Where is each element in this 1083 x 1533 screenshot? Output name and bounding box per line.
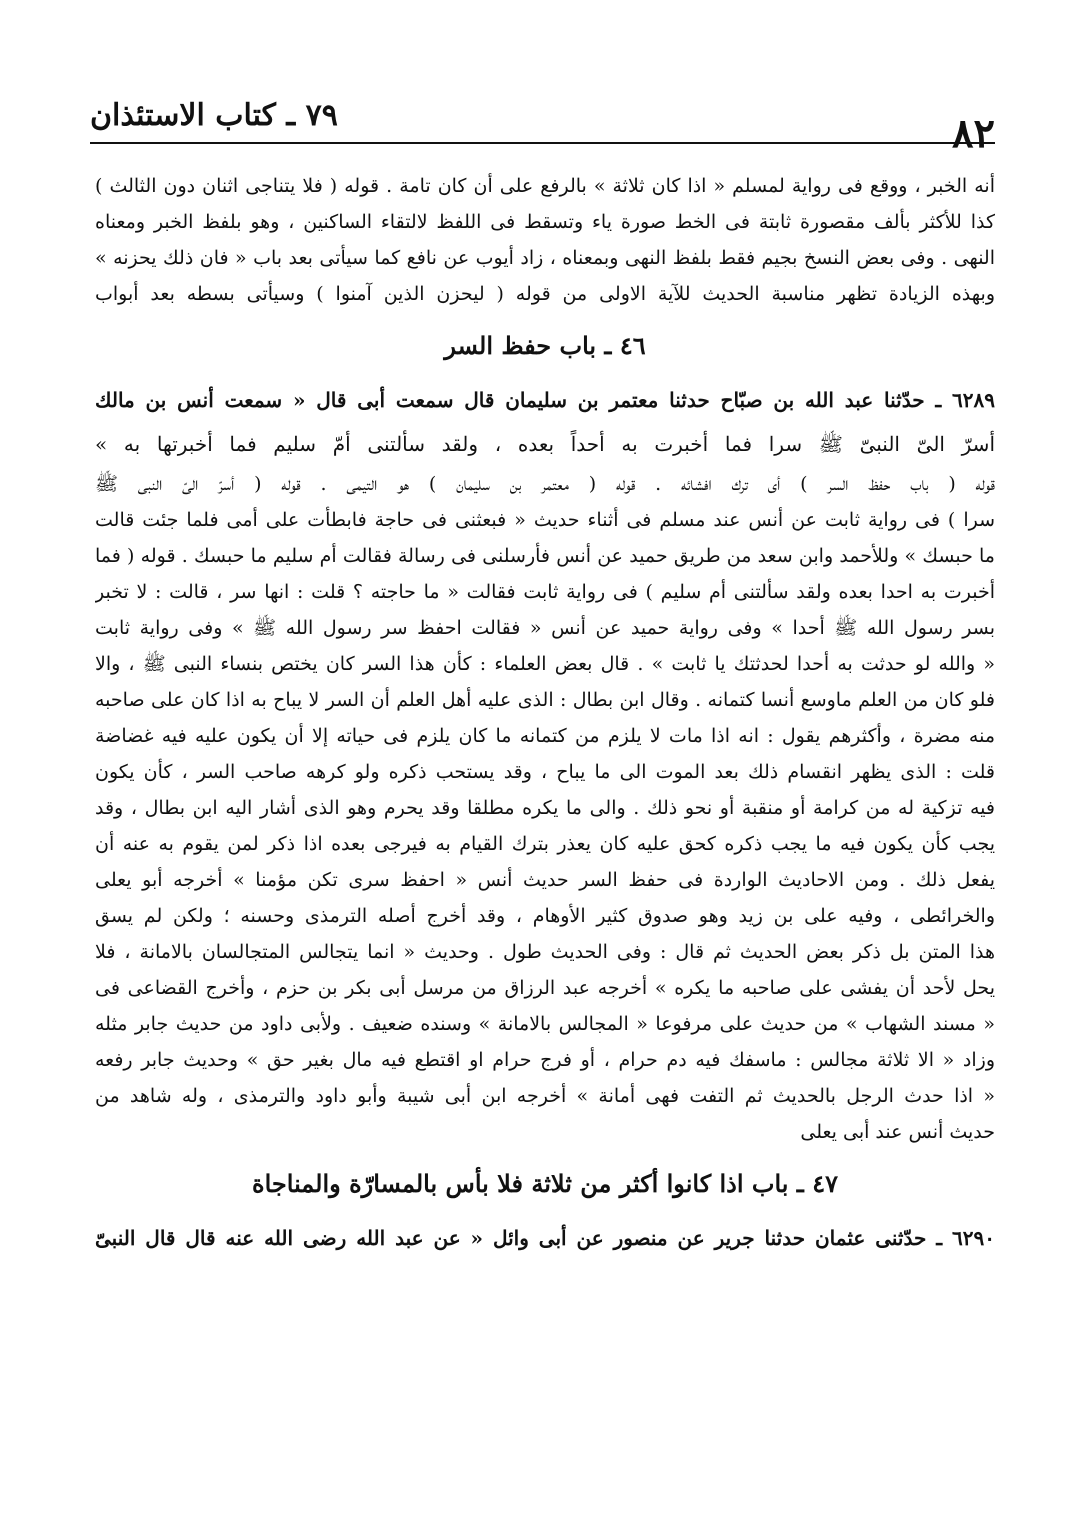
- running-title: ٧٩ ـ كتاب الاستئذان: [90, 98, 338, 133]
- commentary-line: سرا ) فى رواية ثابت عن أنس عند مسلم فى أثناء حديث « فبعثنى فى حاجة فابطأت على أمى فلما جئت قالت: [95, 509, 995, 531]
- page-number: ٨٢: [952, 110, 995, 157]
- commentary-line: « اذا حدث الرجل بالحديث ثم التفت فهى أمانة » أخرجه ابن أبى شيبة وأبو داود والترمذى ، وله شاهد من: [95, 1085, 995, 1107]
- commentary-line: قلت : الذى يظهر انقسام ذلك بعد الموت الى ما يباح ، وقد يستحب ذكره ولو كرهه صاحب السر ، كأن يكون: [95, 761, 995, 783]
- commentary-line: أخبرت به احدا بعده ولقد سألتنى أم سليم ) فى رواية ثابت فقالت « ما حاجته ؟ قلت : انها سر ، قالت : لا تخبر: [95, 581, 995, 603]
- commentary-line: فيه تزكية له من كرامة أو منقبة أو نحو ذلك . والى ما يكره مطلقا وقد يحرم وهو الذى أشار اليه ابن بطال ، وقد: [95, 797, 995, 819]
- commentary-line: والخرائطى ، وفيه على بن زيد وهو صدوق كثير الأوهام ، وقد أخرج أصله الترمذى وحسنه ؛ ولكن لم يسق: [95, 905, 995, 927]
- commentary-line: ما حبسك » وللأحمد وابن سعد من طريق حميد عن أنس فأرسلنى فى رسالة فقالت أم سليم ما حبسك . قوله ( فما: [95, 545, 995, 567]
- commentary-line: فلو كان من العلم ماوسع أنسا كتمانه . وقال ابن بطال : الذى عليه أهل العلم أن السر لا يباح به اذا كان على صاحبه: [95, 689, 995, 711]
- commentary-line: يفعل ذلك . ومن الاحاديث الواردة فى حفظ السر حديث أنس « احفظ سرى تكن مؤمنا » أخرجه أبو يعلى: [95, 869, 995, 891]
- text-line: وبهذه الزيادة تظهر مناسبة الحديث للآية الاولى من قوله ( ليحزن الذين آمنوا ) وسيأتى بسطه بعد أبواب: [95, 283, 995, 305]
- commentary-line: وزاد « الا ثلاثة مجالس : ماسفك فيه دم حرام ، أو فرج حرام او اقتطع فيه مال بغير حق » وحديث جابر رفعه: [95, 1049, 995, 1071]
- commentary-line: هذا المتن بل ذكر بعض الحديث ثم قال : وفى الحديث طول . وحديث « انما يتجالس المتجالسان بالامانة ، فلا: [95, 941, 995, 963]
- page-body: [95, 168, 995, 1260]
- commentary-line: حديث أنس عند أبى يعلى: [800, 1121, 995, 1143]
- commentary-line: « والله لو حدثت به أحدا لحدثتك يا ثابت » . قال بعض العلماء : كأن هذا السر كان يختص بنساء النبى ﷺ ، والا: [95, 653, 995, 675]
- hadith-line: ٦٢٩٠ ـ حدّثنى عثمان حدثنا جرير عن منصور عن أبى وائل « عن عبد الله رضى الله عنه قال قال النبىّ: [95, 1226, 995, 1250]
- commentary-line: بسر رسول الله ﷺ أحدا » وفى رواية حميد عن أنس « فقالت احفظ سر رسول الله ﷺ » وفى رواية ثابت: [95, 617, 995, 639]
- hadith-line: أسرّ الىّ النبىّ ﷺ سرا فما أخبرت به أحداً بعده ، ولقد سألتنى أمّ سليم فما أخبرتها به »: [95, 432, 995, 456]
- header-rule: [90, 142, 995, 144]
- commentary-line: يحل لأحد أن يفشى على صاحبه ما يكره » أخرجه عبد الرزاق من مرسل أبى بكر بن حزم ، وأخرج القضاعى فى: [95, 977, 995, 999]
- commentary-line: يجب كأن يكون فيه ما يجب ذكره كحق عليه كان يعذر بترك القيام به فيرجى بعده اذا ذكر لمن يقوم به عنه أن: [95, 833, 995, 855]
- commentary-line: منه مضرة ، وأكثرهم يقول : انه اذا مات لا يلزم من كتمانه ما كان يلزم فى حياته إلا أن يكون عليه فيه غضاضة: [95, 725, 995, 747]
- commentary-line: « مسند الشهاب » من حديث على مرفوعا « المجالس بالامانة » وسنده ضعيف . ولأبى داود من حديث جابر مثله: [95, 1013, 995, 1035]
- text-line: النهى . وفى بعض النسخ بجيم فقط بلفظ النهى وبمعناه ، زاد أيوب عن نافع كما سيأتى بعد باب « فان ذلك يحزنه »: [95, 247, 995, 269]
- page-header: [90, 80, 995, 157]
- text-line: كذا للأكثر بألف مقصورة ثابتة فى الخط صورة ياء وتسقط فى اللفظ لالتقاء الساكنين ، وهو بلفظ الخبر ومعناه: [95, 211, 995, 233]
- text-line: أنه الخبر ، ووقع فى رواية لمسلم « اذا كان ثلاثة » بالرفع على أن كان تامة . قوله ( فلا يتناجى اثنان دون الثالث ): [95, 175, 995, 197]
- chapter-heading-47: ٤٧ ـ باب اذا كانوا أكثر من ثلاثة فلا بأس بالمسارّة والمناجاة: [252, 1169, 838, 1198]
- chapter-heading-46: ٤٦ ـ باب حفظ السر: [444, 331, 646, 360]
- commentary-line: قوله ( باب حفظ السر ) أى ترك افشائه . قوله ( معتمر بن سليمان ) هو التيمى . قوله ( أسرّ الىّ النبى ﷺ: [95, 473, 995, 495]
- hadith-line: ٦٢٨٩ ـ حدّثنا عبد الله بن صبّاح حدثنا معتمر بن سليمان قال سمعت أبى قال « سمعت أنس بن مالك: [95, 388, 995, 412]
